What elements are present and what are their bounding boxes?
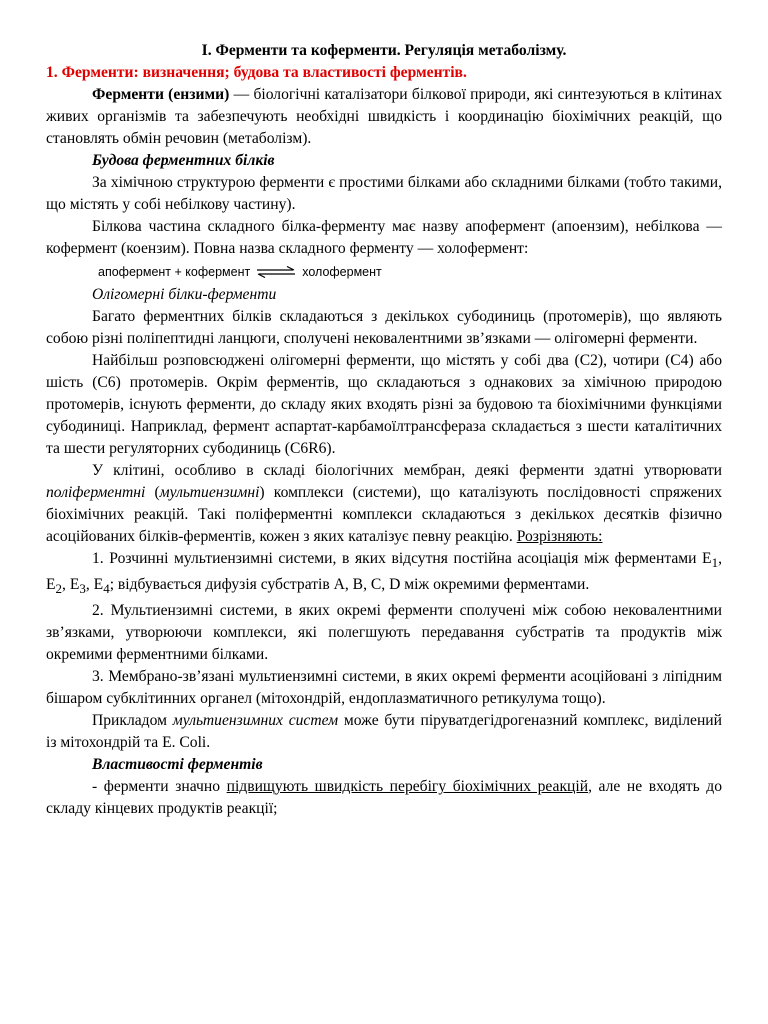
example-text-b: може бути піруватдегідрогеназний комплекс, виділений із мітохондрій та E. Coli. bbox=[46, 712, 722, 752]
subscript-1: 1 bbox=[711, 555, 719, 571]
multienzyme-text-c: ) комплекси (системи), що каталізують послідовності спряжених біохімічних реакцій. Такі поліферментні комплекси складаються з декількох десятків фізично асоційованих білків-ферментів, кожен з яких каталізує певну реакцію. bbox=[46, 484, 722, 545]
separator: , bbox=[62, 576, 70, 594]
scheme-right: холофермент bbox=[302, 265, 382, 279]
example-italic: мультиензимних систем bbox=[172, 712, 339, 730]
properties-text-b: , але не входять до складу кінцевих продуктів реакції; bbox=[46, 778, 722, 818]
parts-paragraph: Білкова частина складного білка-ферменту має назву апофермент (апоензим), небілкова — кофермент (коензим). Повна назва складного ферменту — холофермент: bbox=[46, 218, 722, 257]
list-item-3: 3. Мембрано-зв’язані мультиензимні системи, в яких окремі ферменти асоційовані з ліпідним бішаром субклітинних органел (мітохондрій, ендоплазматичного ретикулума тощо). bbox=[46, 668, 722, 708]
subheading-structure: Будова ферментних білків bbox=[92, 152, 275, 169]
properties-underlined: підвищують швидкість перебігу біохімічних реакцій bbox=[226, 778, 589, 796]
list-item-1-text: 1. Розчинні мультиензимні системи, в яких відсутня постійна асоціація між ферментами Е bbox=[92, 550, 712, 567]
section-heading: 1. Ферменти: визначення; будова та властивості ферментів. bbox=[46, 64, 467, 81]
subheading-properties: Властивості ферментів bbox=[92, 756, 263, 774]
multienzyme-paragraph bbox=[46, 460, 722, 548]
multienzyme-text-a: У клітині, особливо в складі біологічних мембран, деякі ферменти здатні утворювати bbox=[92, 462, 722, 479]
definition-term: Ферменти (ензими) bbox=[92, 86, 230, 103]
list-item-2: 2. Мультиензимні системи, в яких окремі ферменти сполучені між собою нековалентними зв’язками, утворюючи комплекси, які полегшують передавання субстратів та продуктів між окремими ферментними білками. bbox=[46, 602, 722, 664]
subscript-3: 3 bbox=[79, 581, 86, 597]
separator: , bbox=[718, 550, 722, 567]
multienzyme-text-b: ( bbox=[145, 484, 160, 501]
properties-paragraph bbox=[46, 776, 722, 820]
subscript-4: 4 bbox=[103, 581, 110, 597]
equilibrium-arrow-icon bbox=[256, 266, 296, 278]
list-item-1 bbox=[46, 548, 722, 600]
properties-text-a: - ферменти значно bbox=[92, 778, 227, 796]
structure-paragraph: За хімічною структурою ферменти є простими білками або складними білками (тобто такими, що містять у собі небілкову частину). bbox=[46, 174, 722, 213]
separator: , bbox=[85, 576, 94, 594]
list-item-1-tail: ; відбувається дифузія субстратів А, В, С, D між окремими ферментами. bbox=[109, 576, 590, 594]
subscript-2: 2 bbox=[55, 581, 63, 597]
scheme-left: апофермент + кофермент bbox=[98, 265, 251, 279]
multienzyme-italic-1: поліферментні bbox=[46, 484, 146, 501]
example-paragraph bbox=[46, 710, 722, 754]
enzyme-letter: Е bbox=[69, 576, 80, 594]
oligomeric-paragraph-1: Багато ферментних білків складаються з декількох субодиниць (протомерів), що являють собою різні поліпептидні ланцюги, сполучені нековалентними зв’язками — олігомерні ферменти. bbox=[46, 308, 722, 347]
enzyme-letter: Е bbox=[46, 576, 56, 594]
page-title: І. Ферменти та коферменти. Регуляція метаболізму. bbox=[201, 42, 567, 59]
subheading-oligomeric: Олігомерні білки-ферменти bbox=[92, 286, 277, 303]
example-text-a: Прикладом bbox=[92, 712, 173, 730]
holoenzyme-scheme bbox=[46, 260, 722, 284]
definition-paragraph bbox=[46, 84, 722, 150]
enzyme-letter: Е bbox=[93, 576, 104, 594]
multienzyme-italic-2: мультиензимні bbox=[159, 484, 260, 501]
oligomeric-paragraph-2: Найбільш розповсюджені олігомерні ферменти, що містять у собі два (С2), чотири (С4) або шість (С6) протомерів. Окрім ферментів, що складаються з однакових за хімічною природою протомерів, існують ферменти, до складу яких входять різні за будовою та біохімічними функціями субодиниці. Наприклад, фермент аспартат-карбамоїлтрансфераза складається з шести каталітичних та шести регуляторних субодиниць (С6R6). bbox=[46, 352, 722, 457]
definition-text: — біологічні каталізатори білкової природи, які синтезуються в клітинах живих організмів та забезпечують необхідні швидкість і координацію біохімічних реакцій, що становлять обмін речовин (метаболізм). bbox=[46, 86, 722, 147]
multienzyme-underlined: Розрізняють: bbox=[516, 528, 603, 545]
